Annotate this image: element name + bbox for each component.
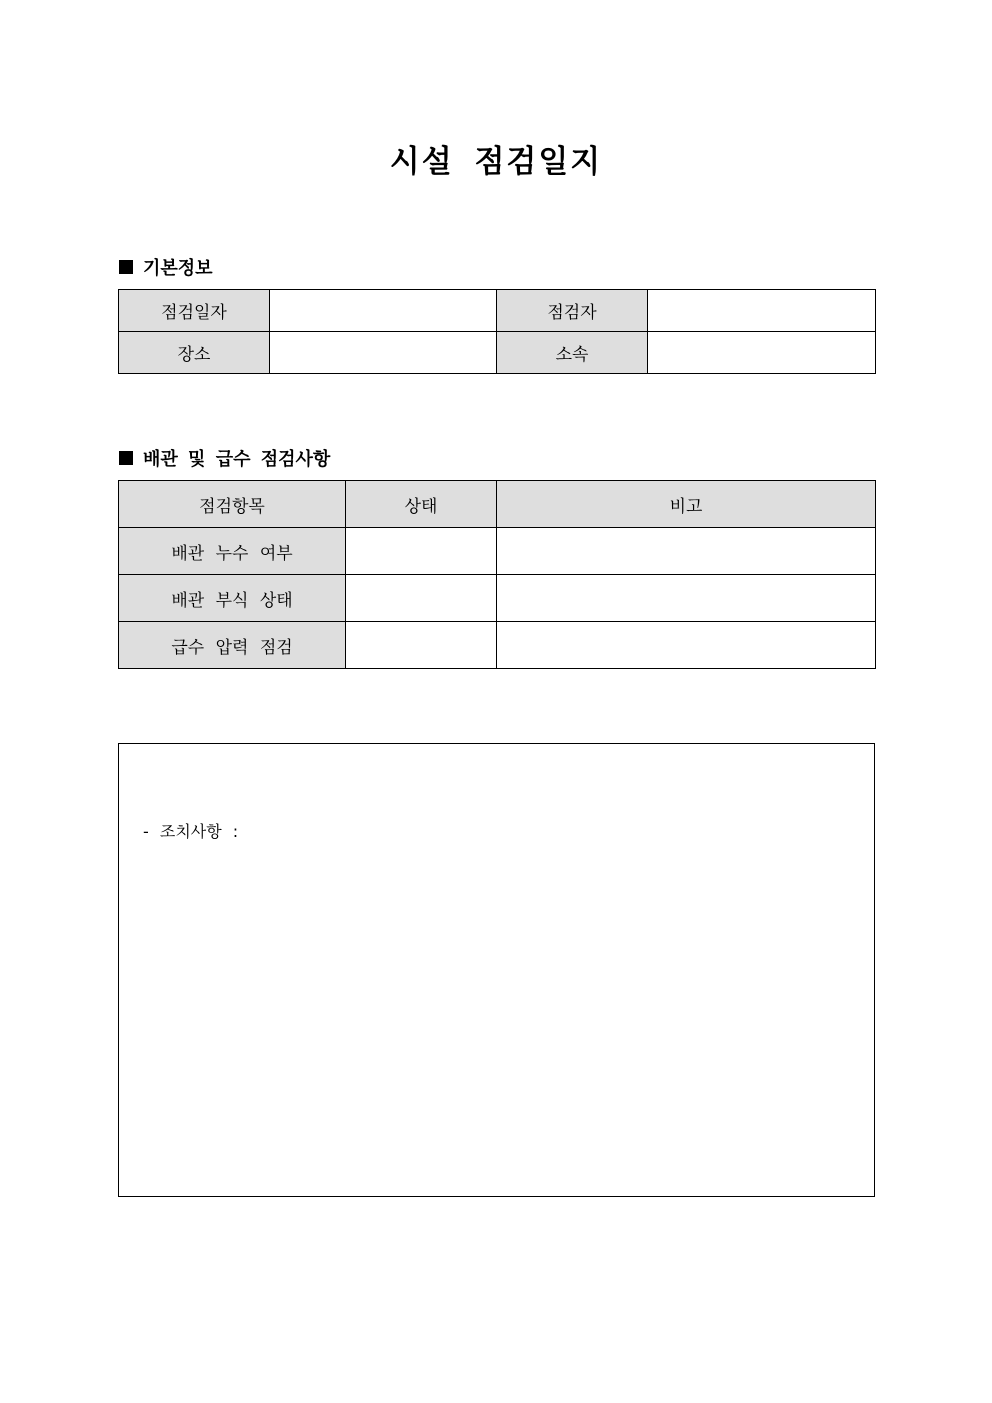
location-field[interactable]	[270, 332, 497, 374]
column-header-note: 비고	[497, 481, 876, 528]
table-row	[119, 290, 876, 332]
table-row	[119, 332, 876, 374]
inspection-date-field[interactable]	[270, 290, 497, 332]
note-field[interactable]	[497, 622, 876, 669]
table-row	[119, 575, 876, 622]
location-label: 장소	[119, 332, 270, 374]
affiliation-label: 소속	[497, 332, 648, 374]
table-row	[119, 528, 876, 575]
inspection-item: 배관 누수 여부	[119, 528, 346, 575]
action-label: - 조치사항 :	[143, 822, 239, 841]
status-field[interactable]	[346, 528, 497, 575]
inspection-item: 배관 부식 상태	[119, 575, 346, 622]
pipe-inspection-heading	[119, 445, 330, 471]
pipe-inspection-heading-text: 배관 및 급수 점검사항	[143, 449, 331, 470]
column-header-status: 상태	[346, 481, 497, 528]
pipe-inspection-table	[118, 480, 876, 669]
note-field[interactable]	[497, 528, 876, 575]
document-title: 시설 점검일지	[389, 144, 603, 180]
table-row	[119, 622, 876, 669]
affiliation-field[interactable]	[648, 332, 876, 374]
action-notes-box[interactable]	[118, 743, 875, 1197]
status-field[interactable]	[346, 575, 497, 622]
black-square-icon	[119, 260, 133, 274]
inspector-field[interactable]	[648, 290, 876, 332]
basic-info-table	[118, 289, 876, 374]
basic-info-heading-text: 기본정보	[143, 258, 213, 279]
basic-info-heading	[119, 254, 213, 280]
note-field[interactable]	[497, 575, 876, 622]
inspector-label: 점검자	[497, 290, 648, 332]
status-field[interactable]	[346, 622, 497, 669]
black-square-icon	[119, 451, 133, 465]
column-header-item: 점검항목	[119, 481, 346, 528]
inspection-item: 급수 압력 점검	[119, 622, 346, 669]
table-header-row	[119, 481, 876, 528]
inspection-date-label: 점검일자	[119, 290, 270, 332]
